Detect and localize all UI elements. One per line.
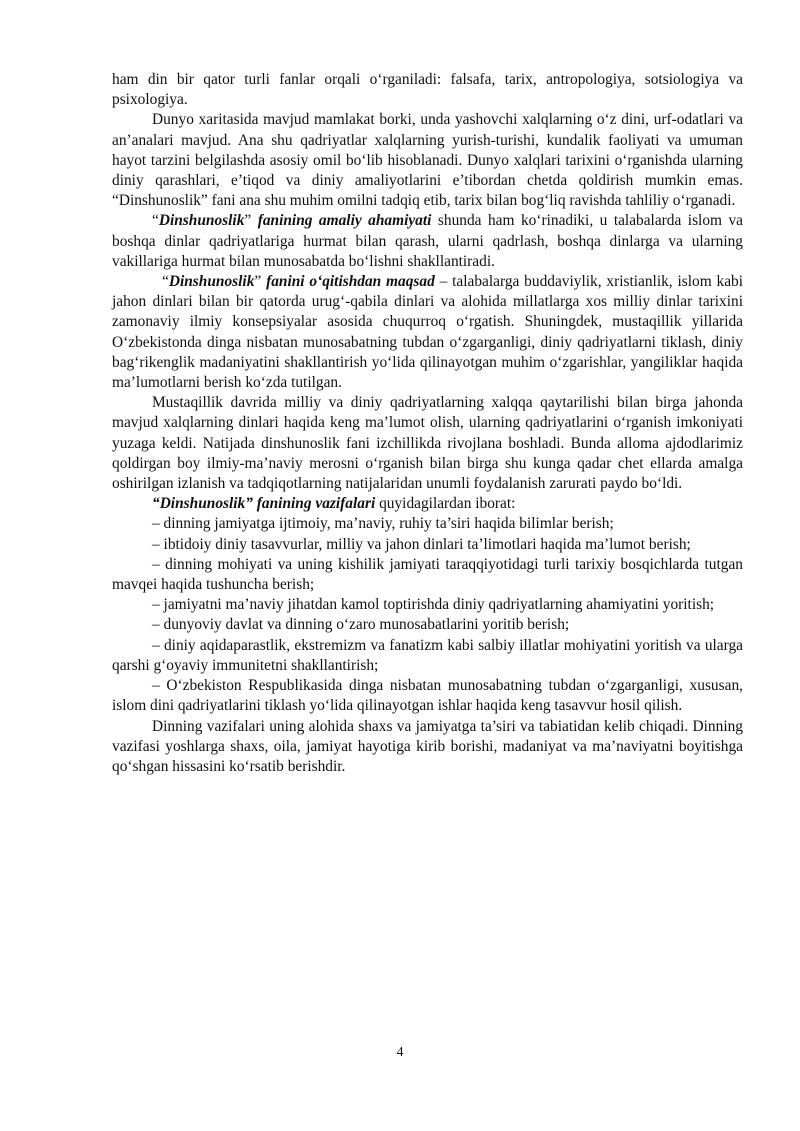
paragraph-teaching-goal: “Dinshunoslik” fanini o‘qitishdan maqsad – talabalarga buddaviylik, xristianlik, islom kabi jahon dinlari bilan bir qatorda urug‘-qabila dinlari va alohida millatlarga xos milliy dinlar tarixini zamonaviy ilmiy konsepsiyalar asosida chuqurroq o‘rgatish. Shuningdek, mustaqillik yillarida O‘zbekistonda dinga nisbatan munosabatning tubdan o‘zgarganligi, diniy qadriyatlarni tiklash, diniy bag‘rikenglik madaniyatini shakllantirish yo‘lida qilinayotgan muhim o‘zgarishlar, yangiliklar haqida ma’lumotlarni berish ko‘zda tutilgan. [112, 273, 743, 392]
term-practical-importance: fanining amaliy ahamiyati [257, 212, 432, 230]
task-item: – diniy aqidaparastlik, ekstremizm va fanatizm kabi salbiy illatlar mohiyatini yoritish va ularga qarshi g‘oyaviy immunitetni shakllantirish; [112, 636, 743, 674]
term-tasks: “Dinshunoslik” fanining vazifalari [152, 495, 376, 513]
paragraph-religion-functions: Dinning vazifalari uning alohida shaxs va jamiyatga ta’siri va tabiatidan kelib chiqadi. Dinning vazifasi yoshlarga shaxs, oila, jamiyat hayotiga kirib borishi, madaniyat va ma’naviyatni boyitishga qo‘shgan hissasini ko‘rsatib berishdir. [112, 717, 743, 775]
paragraph-practical-importance: “Dinshunoslik” fanining amaliy ahamiyati shunda ham ko‘rinadiki, u talabalarda islom va boshqa dinlar qadriyatlariga hurmat bilan qarash, ularni qadrlash, boshqa dinlarga va ularning vakillariga hurmat bilan munosabatda bo‘lishni shakllantiradi. [112, 212, 743, 270]
task-item: – ibtidoiy diniy tasavvurlar, milliy va jahon dinlari ta’limotlari haqida ma’lumot berish; [152, 535, 691, 553]
term-dinshunoslik-2: Dinshunoslik [168, 273, 255, 291]
task-item: – dinning jamiyatga ijtimoiy, ma’naviy, ruhiy ta’siri haqida bilimlar berish; [152, 515, 614, 533]
paragraph-tasks-heading: “Dinshunoslik” fanining vazifalari quyidagilardan iborat: [152, 495, 516, 513]
term-dinshunoslik: Dinshunoslik [158, 212, 245, 230]
paragraph-intro: ham din bir qator turli fanlar orqali o‘rganiladi: falsafa, tarix, antropologiya, sotsiologiya va psixologiya. [112, 71, 743, 109]
term-teaching-goal: fanini o‘qitishdan maqsad [266, 273, 435, 291]
task-item: – dinning mohiyati va uning kishilik jamiyati taraqqiyotidagi turli tarixiy bosqichlarda tutgan mavqei haqida tushuncha berish; [112, 555, 743, 594]
paragraph-world-map: Dunyo xaritasida mavjud mamlakat borki, unda yashovchi xalqlarning o‘z dini, urf-odatlari va an’analari mavjud. Ana shu qadriyatlar xalqlarning yurish-turishi, kundalik faoliyati va umuman hayot tarzini belgilashda asosiy omil bo‘lib hisoblanadi. Dunyo xalqlari tarixini o‘rganishda ularning diniy qarashlari, e’tiqod va diniy amaliyotlarini e’tibordan chetda qoldirish mumkin emas. “Dinshunoslik” fani ana shu muhim omilni tadqiq etib, tarix bilan bog‘liq ravishda tahliliy o‘rganadi. [112, 111, 743, 210]
task-item: – dunyoviy davlat va dinning o‘zaro munosabatlarini yoritib berish; [152, 616, 570, 634]
page-number: 4 [396, 1045, 404, 1060]
paragraph-independence: Mustaqillik davrida milliy va diniy qadriyatlarning xalqqa qaytarilishi bilan birga jahonda mavjud xalqlarning dinlari haqida keng ma’lumot olish, ularning qadriyatlarini o‘rganish imkoniyati yuzaga keldi. Natijada dinshunoslik fani izchillikda rivojlana boshladi. Bunda alloma ajdodlarimiz qoldirgan boy ilmiy-ma’naviy merosni o‘rganish bilan birga shu kunga qadar chet ellarda amalga oshirilgan izlanish va tadqiqotlarning natijalaridan unumli foydalanish zarurati paydo bo‘ldi. [112, 394, 743, 493]
task-item: – jamiyatni ma’naviy jihatdan kamol toptirishda diniy qadriyatlarning ahamiyatini yoritish; [152, 596, 715, 614]
document-body [112, 70, 743, 777]
task-item: – O‘zbekiston Respublikasida dinga nisbatan munosabatning tubdan o‘zgarganligi, xususan, islom dini qadriyatlarini tiklash yo‘lida qilinayotgan ishlar haqida keng tasavvur hosil qilish. [112, 677, 743, 715]
